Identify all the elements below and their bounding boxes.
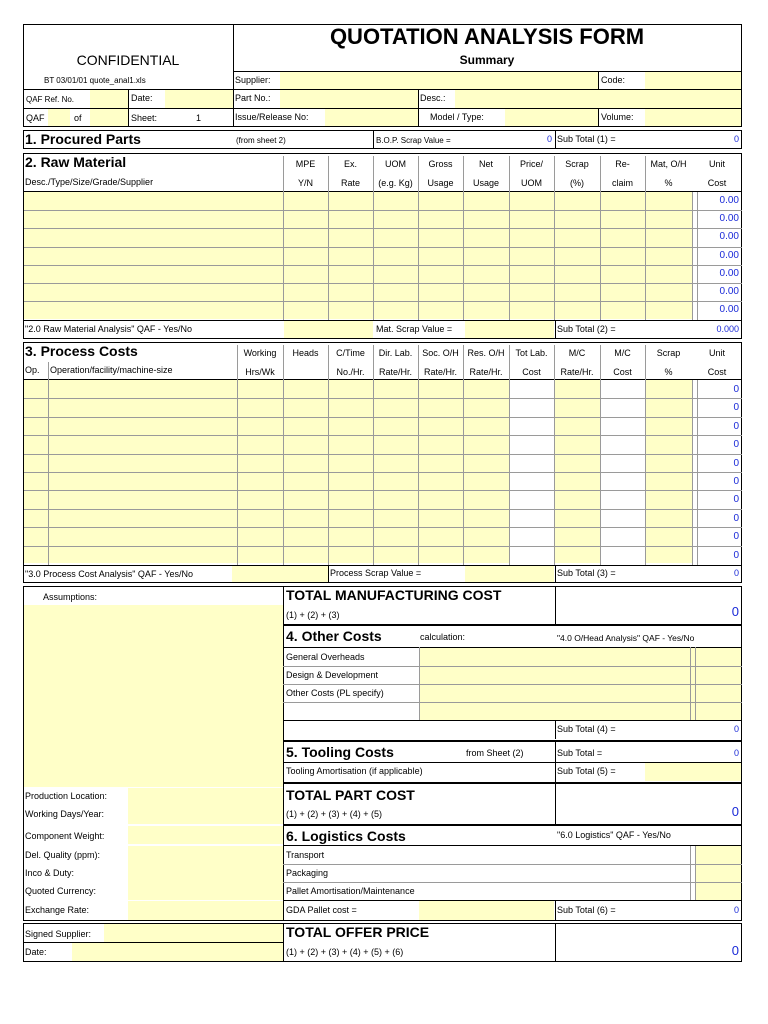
- inco-duty-input[interactable]: [128, 864, 283, 882]
- raw-material-title: 2. Raw Material: [25, 154, 127, 170]
- rm-col-header: Net: [478, 159, 493, 169]
- pc-grid-line: [24, 417, 742, 418]
- subtotal-4-value: 0: [733, 724, 739, 734]
- s4-line: [283, 666, 742, 667]
- pc-grid-line: [24, 509, 742, 510]
- rm-col-header: MPE: [295, 159, 316, 169]
- rm-grid-line: [24, 301, 742, 302]
- qaf-label: QAF: [26, 113, 45, 123]
- rm-unit-cost: 0.00: [719, 304, 739, 316]
- tmc-value: 0: [731, 604, 739, 619]
- qaf-total-input[interactable]: [90, 109, 128, 126]
- qaf-ref-label: QAF Ref. No.: [26, 95, 75, 104]
- rm-grid-line: [283, 156, 284, 320]
- tpc-title: TOTAL PART COST: [286, 787, 415, 803]
- pc-grid-line: [24, 527, 742, 528]
- pc-unit-cost: 0: [733, 384, 739, 395]
- pc-grid-line: [328, 345, 329, 565]
- volume-input[interactable]: [645, 109, 741, 126]
- issue-input[interactable]: [325, 109, 418, 126]
- part-no-label: Part No.:: [235, 93, 271, 103]
- supplier-input[interactable]: [280, 72, 598, 89]
- other-costs-analysis: "4.0 O/Head Analysis" QAF - Yes/No: [557, 633, 695, 643]
- mat-scrap-input[interactable]: [465, 321, 554, 338]
- exchange-rate-label: Exchange Rate:: [25, 905, 90, 915]
- code-label: Code:: [601, 75, 626, 85]
- rm-col-header: Gross: [428, 159, 453, 169]
- form-title: QUOTATION ANALYSIS FORM: [329, 24, 645, 49]
- subtotal-5-input[interactable]: [645, 763, 741, 781]
- pc-grid-line: [48, 362, 49, 565]
- pc-col-subheader: Hrs/Wk: [245, 367, 275, 377]
- sheet-label: Sheet:: [131, 113, 158, 123]
- top-value: 0: [731, 943, 739, 958]
- rm-header-line: [23, 191, 742, 192]
- pc-col-subheader: Rate/Hr.: [423, 367, 457, 377]
- pc-col-header: Soc. O/H: [422, 348, 459, 358]
- s4-line: [283, 702, 742, 703]
- procured-parts-title: 1. Procured Parts: [25, 131, 141, 147]
- other-cost-row-label: Design & Development: [286, 670, 379, 680]
- subtotal-2-value: 0.000: [716, 324, 739, 334]
- pc-unit-cost: 0: [733, 457, 739, 469]
- pc-col-header: Tot Lab.: [515, 348, 548, 358]
- tooling-subtotal-value: 0: [733, 748, 739, 758]
- rm-col-subheader: Rate: [340, 178, 360, 188]
- tmc-title: TOTAL MANUFACTURING COST: [286, 587, 502, 603]
- rm-col-subheader: UOM: [521, 178, 542, 188]
- rm-unit-cost: 0.00: [719, 231, 739, 243]
- logistics-value-input[interactable]: [696, 846, 741, 900]
- subtotal-1-label: Sub Total (1) =: [557, 134, 616, 144]
- tooling-amort-label: Tooling Amortisation (if applicable): [286, 766, 423, 776]
- pc-unit-cost: 0: [733, 402, 739, 414]
- logistics-row-label: Pallet Amortisation/Maintenance: [286, 886, 415, 896]
- rm-col-header: Scrap: [565, 159, 589, 169]
- pc-grid-line: [237, 345, 238, 565]
- pc-col-subheader: Cost: [707, 367, 727, 377]
- tooling-from-sheet: from Sheet (2): [466, 748, 524, 758]
- raw-material-desc-header: Desc./Type/Size/Grade/Supplier: [25, 177, 154, 187]
- s4-line: [283, 647, 742, 648]
- subtotal-2-label: Sub Total (2) =: [557, 324, 616, 334]
- rm-grid-line: [24, 247, 742, 248]
- process-scrap-input[interactable]: [465, 566, 554, 582]
- signed-date-label: Date:: [25, 947, 47, 957]
- process-analysis-input[interactable]: [232, 566, 328, 582]
- tpc-formula: (1) + (2) + (3) + (4) + (5): [286, 809, 383, 819]
- tooling-subtotal-label: Sub Total =: [557, 748, 603, 758]
- pc-col-header: M/C: [568, 348, 586, 358]
- rm-grid-line: [24, 228, 742, 229]
- bop-value: 0: [546, 134, 552, 144]
- pc-unit-cost: 0: [733, 531, 739, 543]
- component-weight-label: Component Weight:: [25, 831, 105, 841]
- volume-label: Volume:: [601, 112, 634, 122]
- del-quality-input[interactable]: [128, 846, 283, 864]
- sheet-number: 1: [196, 113, 202, 123]
- pc-col-subheader: Cost: [522, 367, 541, 377]
- op-desc-header: Operation/facility/machine-size: [50, 365, 173, 375]
- tmc-formula: (1) + (2) + (3): [286, 610, 340, 620]
- pc-grid-line: [554, 345, 555, 565]
- pc-col-subheader: Rate/Hr.: [560, 367, 594, 377]
- subtotal-1-value: 0: [733, 134, 739, 144]
- working-days-label: Working Days/Year:: [25, 809, 105, 819]
- working-days-input[interactable]: [128, 806, 283, 824]
- other-costs-title: 4. Other Costs: [286, 628, 382, 644]
- subtotal-4-label: Sub Total (4) =: [557, 724, 616, 734]
- s6-line: [695, 846, 696, 900]
- form-subtitle: Summary: [459, 53, 515, 67]
- pc-unit-cost: 0: [733, 476, 739, 487]
- file-ref: BT 03/01/01 quote_anal1.xls: [44, 76, 146, 85]
- rm-col-header: Price/: [519, 159, 543, 169]
- pc-col-header: C/Time: [336, 348, 365, 358]
- pc-grid-line: [24, 490, 742, 491]
- rm-unit-cost: 0.00: [719, 213, 739, 225]
- pc-col-subheader: Cost: [613, 367, 632, 377]
- rm-grid-line: [463, 156, 464, 320]
- s6-line: [283, 864, 742, 865]
- desc-label: Desc.:: [420, 93, 446, 103]
- logistics-row-label: Packaging: [286, 868, 329, 878]
- gda-pallet-label: GDA Pallet cost =: [286, 905, 357, 915]
- model-label: Model / Type:: [430, 112, 484, 122]
- pc-col-header: Working: [243, 348, 277, 358]
- pc-grid-line: [645, 345, 646, 565]
- rm-grid-line: [554, 156, 555, 320]
- rm-col-subheader: Usage: [427, 178, 454, 188]
- rm-col-subheader: %: [664, 178, 673, 188]
- rm-grid-line: [418, 156, 419, 320]
- other-costs-calc: calculation:: [420, 632, 466, 642]
- pc-grid-line: [509, 345, 510, 565]
- production-location-label: Production Location:: [25, 791, 108, 801]
- pc-grid-line: [418, 345, 419, 565]
- process-scrap-label: Process Scrap Value =: [330, 568, 422, 578]
- rm-col-header: Unit: [708, 159, 725, 169]
- supplier-label: Supplier:: [235, 75, 271, 85]
- rm-col-header: Re-: [615, 159, 630, 169]
- rm-grid-line: [373, 156, 374, 320]
- signed-supplier-label: Signed Supplier:: [25, 929, 92, 939]
- signed-supplier-input[interactable]: [104, 924, 283, 942]
- rm-col-subheader: (%): [570, 178, 584, 188]
- assumptions-input[interactable]: [24, 605, 283, 787]
- other-cost-row-label: Other Costs (PL specify): [286, 688, 384, 698]
- rm-col-subheader: Y/N: [297, 178, 313, 188]
- component-weight-input[interactable]: [128, 826, 283, 844]
- pc-grid-line: [373, 345, 374, 565]
- assumptions-label: Assumptions:: [43, 592, 98, 602]
- bop-label: B.O.P. Scrap Value =: [376, 136, 451, 145]
- issue-label: Issue/Release No:: [235, 112, 309, 122]
- rm-col-subheader: claim: [611, 178, 633, 188]
- pc-grid-line: [283, 345, 284, 565]
- top-title: TOTAL OFFER PRICE: [286, 924, 430, 940]
- quoted-currency-input[interactable]: [128, 882, 283, 900]
- signed-date-input[interactable]: [72, 943, 283, 961]
- pc-col-subheader: Rate/Hr.: [378, 367, 412, 377]
- logistics-analysis: "6.0 Logistics" QAF - Yes/No: [557, 830, 671, 840]
- logistics-row-label: Transport: [286, 850, 325, 860]
- op-header: Op.: [25, 365, 40, 375]
- subtotal-5-label: Sub Total (5) =: [557, 766, 616, 776]
- rm-col-subheader: (e.g. Kg): [378, 178, 413, 188]
- other-cost-row-label: General Overheads: [286, 652, 365, 662]
- rm-col-header: Mat, O/H: [650, 159, 687, 169]
- s4-line: [283, 684, 742, 685]
- mat-scrap-label: Mat. Scrap Value =: [376, 324, 453, 334]
- rm-grid-line: [645, 156, 646, 320]
- qaf-no-input[interactable]: [48, 109, 70, 126]
- rm-unit-cost: 0.00: [719, 195, 739, 206]
- rm-col-header: Ex.: [343, 159, 357, 169]
- inco-duty-label: Inco & Duty:: [25, 868, 75, 878]
- rm-col-subheader: Usage: [472, 178, 499, 188]
- pc-col-header: Res. O/H: [467, 348, 505, 358]
- rm-unit-cost: 0.00: [719, 249, 739, 261]
- pc-col-header: Unit: [708, 348, 725, 358]
- pc-col-header: Dir. Lab.: [378, 348, 413, 358]
- rm-unit-cost: 0.00: [719, 286, 739, 297]
- code-input[interactable]: [645, 72, 741, 89]
- pc-col-header: Heads: [292, 348, 319, 358]
- pc-unit-cost: 0: [733, 549, 739, 561]
- subtotal-6-label: Sub Total (6) =: [557, 905, 616, 915]
- rm-col-subheader: Cost: [707, 178, 727, 188]
- part-no-input[interactable]: [280, 90, 418, 108]
- del-quality-label: Del. Quality (ppm):: [25, 850, 101, 860]
- raw-material-analysis: "2.0 Raw Material Analysis" QAF - Yes/No: [25, 324, 192, 334]
- rm-grid-line: [24, 265, 742, 266]
- date-input[interactable]: [165, 90, 233, 108]
- tooling-title: 5. Tooling Costs: [286, 744, 394, 760]
- production-location-input[interactable]: [128, 788, 283, 806]
- pc-grid-line: [24, 454, 742, 455]
- raw-material-analysis-input[interactable]: [284, 321, 373, 338]
- rm-grid-line: [24, 283, 742, 284]
- process-analysis: "3.0 Process Cost Analysis" QAF - Yes/No: [25, 569, 193, 579]
- subtotal-6-value: 0: [733, 905, 739, 915]
- pc-grid-line: [600, 345, 601, 565]
- exchange-rate-input[interactable]: [128, 901, 283, 920]
- pc-unit-cost: 0: [733, 420, 739, 432]
- pc-col-header: M/C: [614, 348, 631, 358]
- gda-pallet-input[interactable]: [419, 901, 554, 920]
- tpc-value: 0: [731, 804, 739, 819]
- logistics-title: 6. Logistics Costs: [286, 828, 406, 844]
- pc-col-subheader: %: [664, 367, 673, 377]
- date-label: Date:: [131, 93, 153, 103]
- rm-grid-line: [328, 156, 329, 320]
- pc-unit-cost: 0: [733, 439, 739, 451]
- pc-grid-line: [24, 546, 742, 547]
- s6-line: [690, 846, 691, 900]
- confidential-label: CONFIDENTIAL: [76, 52, 180, 68]
- pc-grid-line: [24, 472, 742, 473]
- pc-col-header: Scrap: [656, 348, 681, 358]
- pc-unit-cost: 0: [733, 512, 739, 524]
- process-costs-title: 3. Process Costs: [25, 343, 138, 359]
- rm-grid-line: [24, 210, 742, 211]
- desc-input[interactable]: [455, 90, 741, 108]
- pc-grid-line: [24, 398, 742, 399]
- pc-col-subheader: No./Hr.: [336, 367, 365, 377]
- quoted-currency-label: Quoted Currency:: [25, 886, 97, 896]
- subtotal-3-label: Sub Total (3) =: [557, 568, 616, 578]
- pc-grid-line: [24, 435, 742, 436]
- pc-grid-line: [463, 345, 464, 565]
- rm-unit-cost: 0.00: [719, 267, 739, 279]
- rm-grid-line: [600, 156, 601, 320]
- pc-col-subheader: Rate/Hr.: [469, 367, 503, 377]
- qaf-ref-input[interactable]: [90, 90, 128, 108]
- top-formula: (1) + (2) + (3) + (4) + (5) + (6): [286, 947, 404, 957]
- procured-from-sheet: (from sheet 2): [236, 136, 286, 145]
- model-input[interactable]: [505, 109, 598, 126]
- subtotal-3-value: 0: [733, 568, 739, 578]
- rm-grid-line: [509, 156, 510, 320]
- of-label: of: [74, 113, 82, 123]
- pc-header-line: [23, 379, 742, 380]
- s6-line: [283, 882, 742, 883]
- rm-col-header: UOM: [385, 159, 406, 169]
- pc-unit-cost: 0: [733, 494, 739, 506]
